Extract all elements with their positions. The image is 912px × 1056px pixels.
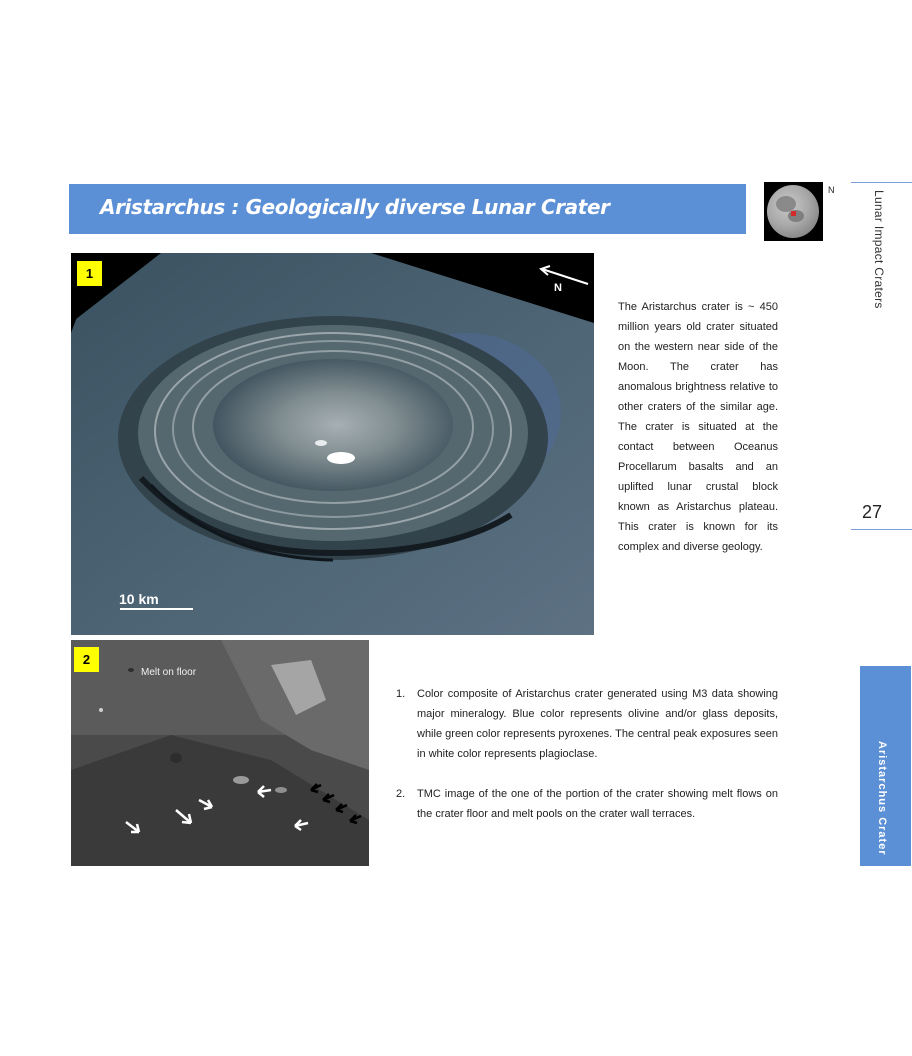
- white-arrow-icon: [176, 810, 191, 823]
- caption-text: Color composite of Aristarchus crater generated using M3 data showing major mineralogy. Blue color represents olivine and/or glass deposits, while green color represents pyroxenes. The central peak exposures seen in white color represents plagioclase.: [417, 688, 778, 760]
- figure-2-image: [71, 640, 369, 866]
- black-arrow-icon: [336, 804, 347, 812]
- page-title: Aristarchus : Geologically diverse Lunar Crater: [100, 195, 610, 219]
- moon-locator-thumbnail: [764, 182, 823, 241]
- white-arrow-icon: [199, 800, 212, 809]
- figure-2-label: 2: [74, 647, 99, 672]
- crater-description: The Aristarchus crater is ~ 450 million years old crater situated on the western near side of the Moon. The crater has anomalous brightness relative to other craters of the similar age. The crater is situated at the contact between Oceanus Procellarum basalts and an uplifted lunar crustal block known as Aristarchus plateau. This crater is known for its complex and diverse geology.: [618, 301, 778, 553]
- section-tab-label: Aristarchus Crater: [876, 741, 888, 856]
- black-arrow-icon: [311, 784, 321, 792]
- caption-text: TMC image of the one of the portion of the crater showing melt flows on the crater floor and melt pools on the crater wall terraces.: [417, 788, 778, 820]
- thumbnail-north-label: N: [828, 185, 835, 195]
- title-bar: [69, 184, 746, 234]
- caption-item: [396, 784, 778, 824]
- black-arrow-icon: [350, 815, 361, 823]
- crater-color-composite: [71, 253, 594, 635]
- figure-1-north-label: N: [554, 282, 562, 294]
- melt-annotation: Melt on floor: [141, 667, 197, 678]
- sidebar-divider: [851, 529, 912, 530]
- north-arrow-icon: [536, 265, 591, 287]
- figure-1-image: [71, 253, 594, 635]
- section-tab[interactable]: [860, 666, 911, 866]
- black-arrow-icon: [323, 794, 334, 802]
- caption-item: [396, 684, 778, 764]
- annotation-arrows: [71, 640, 369, 866]
- scale-bar: [120, 608, 193, 610]
- white-arrow-icon: [126, 822, 139, 832]
- figure-1-label: 1: [77, 261, 102, 286]
- chapter-label: Lunar Impact Craters: [872, 190, 886, 309]
- crater-location-marker: [791, 211, 796, 216]
- figure-captions: [396, 684, 778, 844]
- white-arrow-icon: [258, 786, 271, 797]
- sidebar-divider: [851, 182, 912, 183]
- white-arrow-icon: [295, 820, 308, 830]
- page-number: 27: [862, 502, 883, 522]
- caption-number: 1.: [396, 688, 406, 700]
- caption-number: 2.: [396, 788, 406, 800]
- scale-bar-label: 10 km: [119, 591, 159, 607]
